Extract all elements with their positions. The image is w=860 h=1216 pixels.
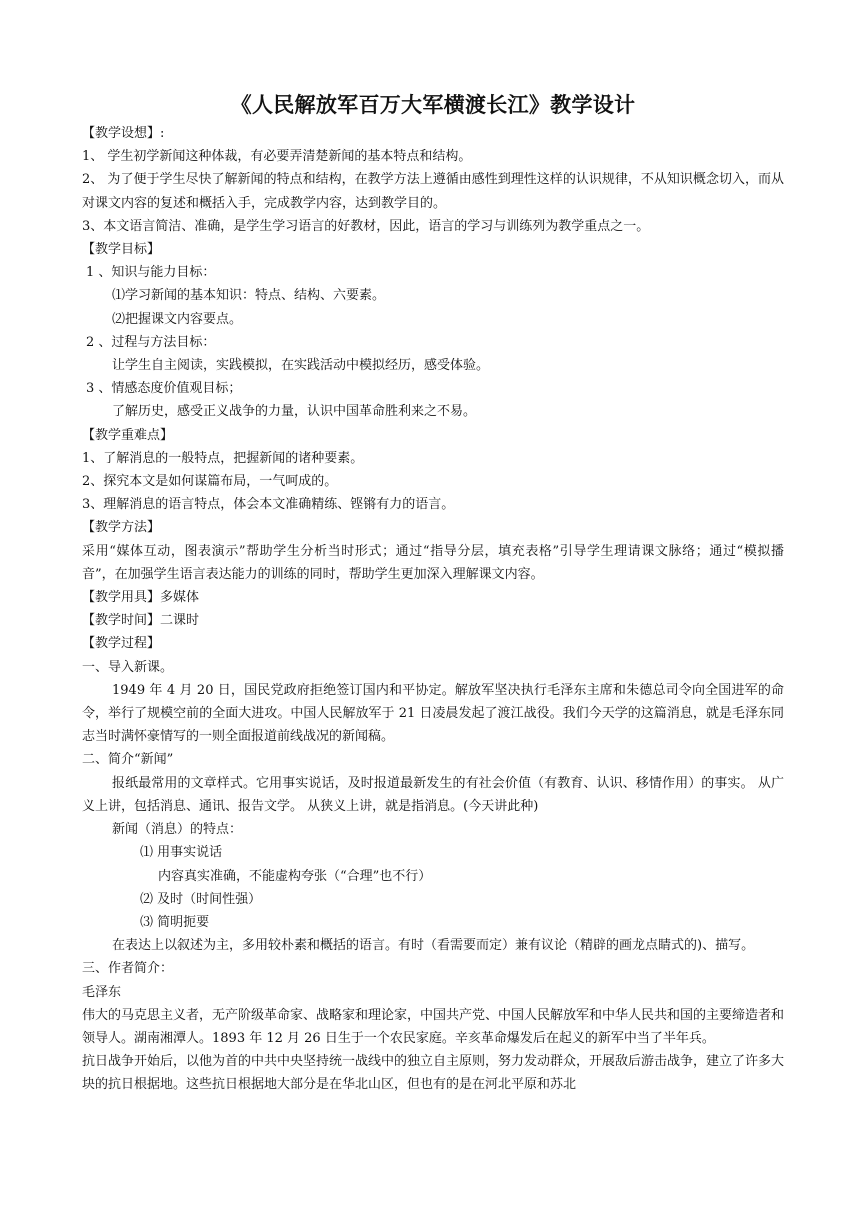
goal-1-heading: 1 、知识与能力目标：: [86, 265, 216, 281]
step-1-text: 1949 年 4 月 20 日，国民党政府拒绝签订国内和平协定。解放军坚决执行毛泽东主席和朱德总司令向全国进军的命令，举行了规模空前的全面大进攻。中国人民解放军于 21 日凌晨发起了渡江战役。我们今天学的这篇消息，就是毛泽东同志当时满怀豪情写的一则全面报道前线战况的新闻稿。: [82, 682, 784, 745]
author-bio-2: 抗日战争开始后，以他为首的中共中央坚持统一战线中的独立自主原则，努力发动群众，开展敌后游击战争，建立了许多大块的抗日根据地。这些抗日根据地大部分是在华北山区，但也有的是在河北平原和苏北: [82, 1054, 785, 1093]
goal-2-text: 让学生自主阅读，实践模拟，在实践活动中模拟经历，感受体验。: [112, 358, 490, 374]
news-feature-1-detail: 内容真实准确，不能虚构夸张（“合理”也不行）: [158, 868, 432, 884]
document-title: 《人民解放军百万大军横渡长江》教学设计: [230, 93, 636, 117]
news-expression-text: 在表达上以叙述为主，多用较朴素和概括的语言。有时（看需要而定）兼有议论（精辟的画龙点睛式的)、描写。: [112, 938, 755, 954]
concept-item-1: 1、 学生初学新闻这种体裁，有必要弄清楚新闻的基本特点和结构。: [82, 149, 472, 165]
teaching-method-text: 采用“媒体互动，图表演示”帮助学生分析当时形式；通过“指导分层，填充表格”引导学生理请课文脉络；通过“模拟播音”，在加强学生语言表达能力的训练的同时，帮助学生更加深入理解课文内容。: [82, 543, 784, 582]
document-body: [82, 122, 784, 1097]
section-heading-teaching-concept: 【教学设想】:: [82, 126, 165, 141]
section-heading-teaching-method: 【教学方法】: [82, 520, 161, 536]
step-3-heading: 三、作者简介：: [82, 961, 174, 977]
concept-item-3: 3、本文语言简洁、准确，是学生学习语言的好教材，因此，语言的学习与训练列为教学重点之一。: [82, 218, 650, 234]
author-name: 毛泽东: [82, 984, 122, 1000]
step-2-heading: 二、简介“新闻”: [82, 752, 174, 768]
news-feature-1: ⑴ 用事实说话: [140, 845, 223, 861]
concept-item-2: 2、 为了便于学生尽快了解新闻的特点和结构，在教学方法上遵循由感性到理性这样的认识规律，不从知识概念切入，而从对课文内容的复述和概括入手，完成教学内容，达到教学目的。: [82, 172, 784, 211]
step-2-text: 报纸最常用的文章样式。它用事实说话，及时报道最新发生的有社会价值（有教育、认识、移情作用）的事实。 从广义上讲，包括消息、通讯、报告文学。 从狭义上讲，就是指消息。(今天讲此种): [82, 775, 784, 814]
goal-2-heading: 2 、过程与方法目标：: [86, 334, 216, 350]
goal-1-item-1: ⑴学习新闻的基本知识：特点、结构、六要素。: [112, 288, 386, 304]
section-teaching-time: 【教学时间】二课时: [82, 613, 200, 629]
step-1-heading: 一、导入新课。: [82, 659, 174, 675]
section-heading-key-points: 【教学重难点】: [82, 427, 174, 443]
key-point-2: 2、探究本文是如何谋篇布局，一气呵成的。: [82, 474, 338, 490]
section-heading-teaching-goals: 【教学目标】: [82, 242, 161, 258]
section-heading-teaching-process: 【教学过程】: [82, 636, 161, 652]
news-feature-2: ⑵ 及时（时间性强）: [140, 891, 262, 907]
news-features-heading: 新闻（消息）的特点：: [112, 822, 243, 838]
key-point-1: 1、了解消息的一般特点，把握新闻的诸种要素。: [82, 450, 364, 466]
key-point-3: 3、理解消息的语言特点，体会本文准确精练、铿锵有力的语言。: [82, 497, 455, 513]
goal-3-text: 了解历史，感受正义战争的力量，认识中国革命胜利来之不易。: [112, 404, 477, 420]
goal-3-heading: 3 、情感态度价值观目标；: [86, 381, 242, 397]
news-feature-3: ⑶ 简明扼要: [140, 914, 210, 930]
author-bio-1: 伟大的马克思主义者，无产阶级革命家、战略家和理论家，中国共产党、中国人民解放军和中华人民共和国的主要缔造者和领导人。湖南湘潭人。1893 年 12 月 26 日生于一个农民家庭。辛亥革命爆发后在起义的新军中当了半年兵。: [82, 1007, 785, 1046]
section-teaching-tools: 【教学用具】多媒体: [82, 590, 200, 606]
goal-1-item-2: ⑵把握课文内容要点。: [112, 311, 243, 327]
